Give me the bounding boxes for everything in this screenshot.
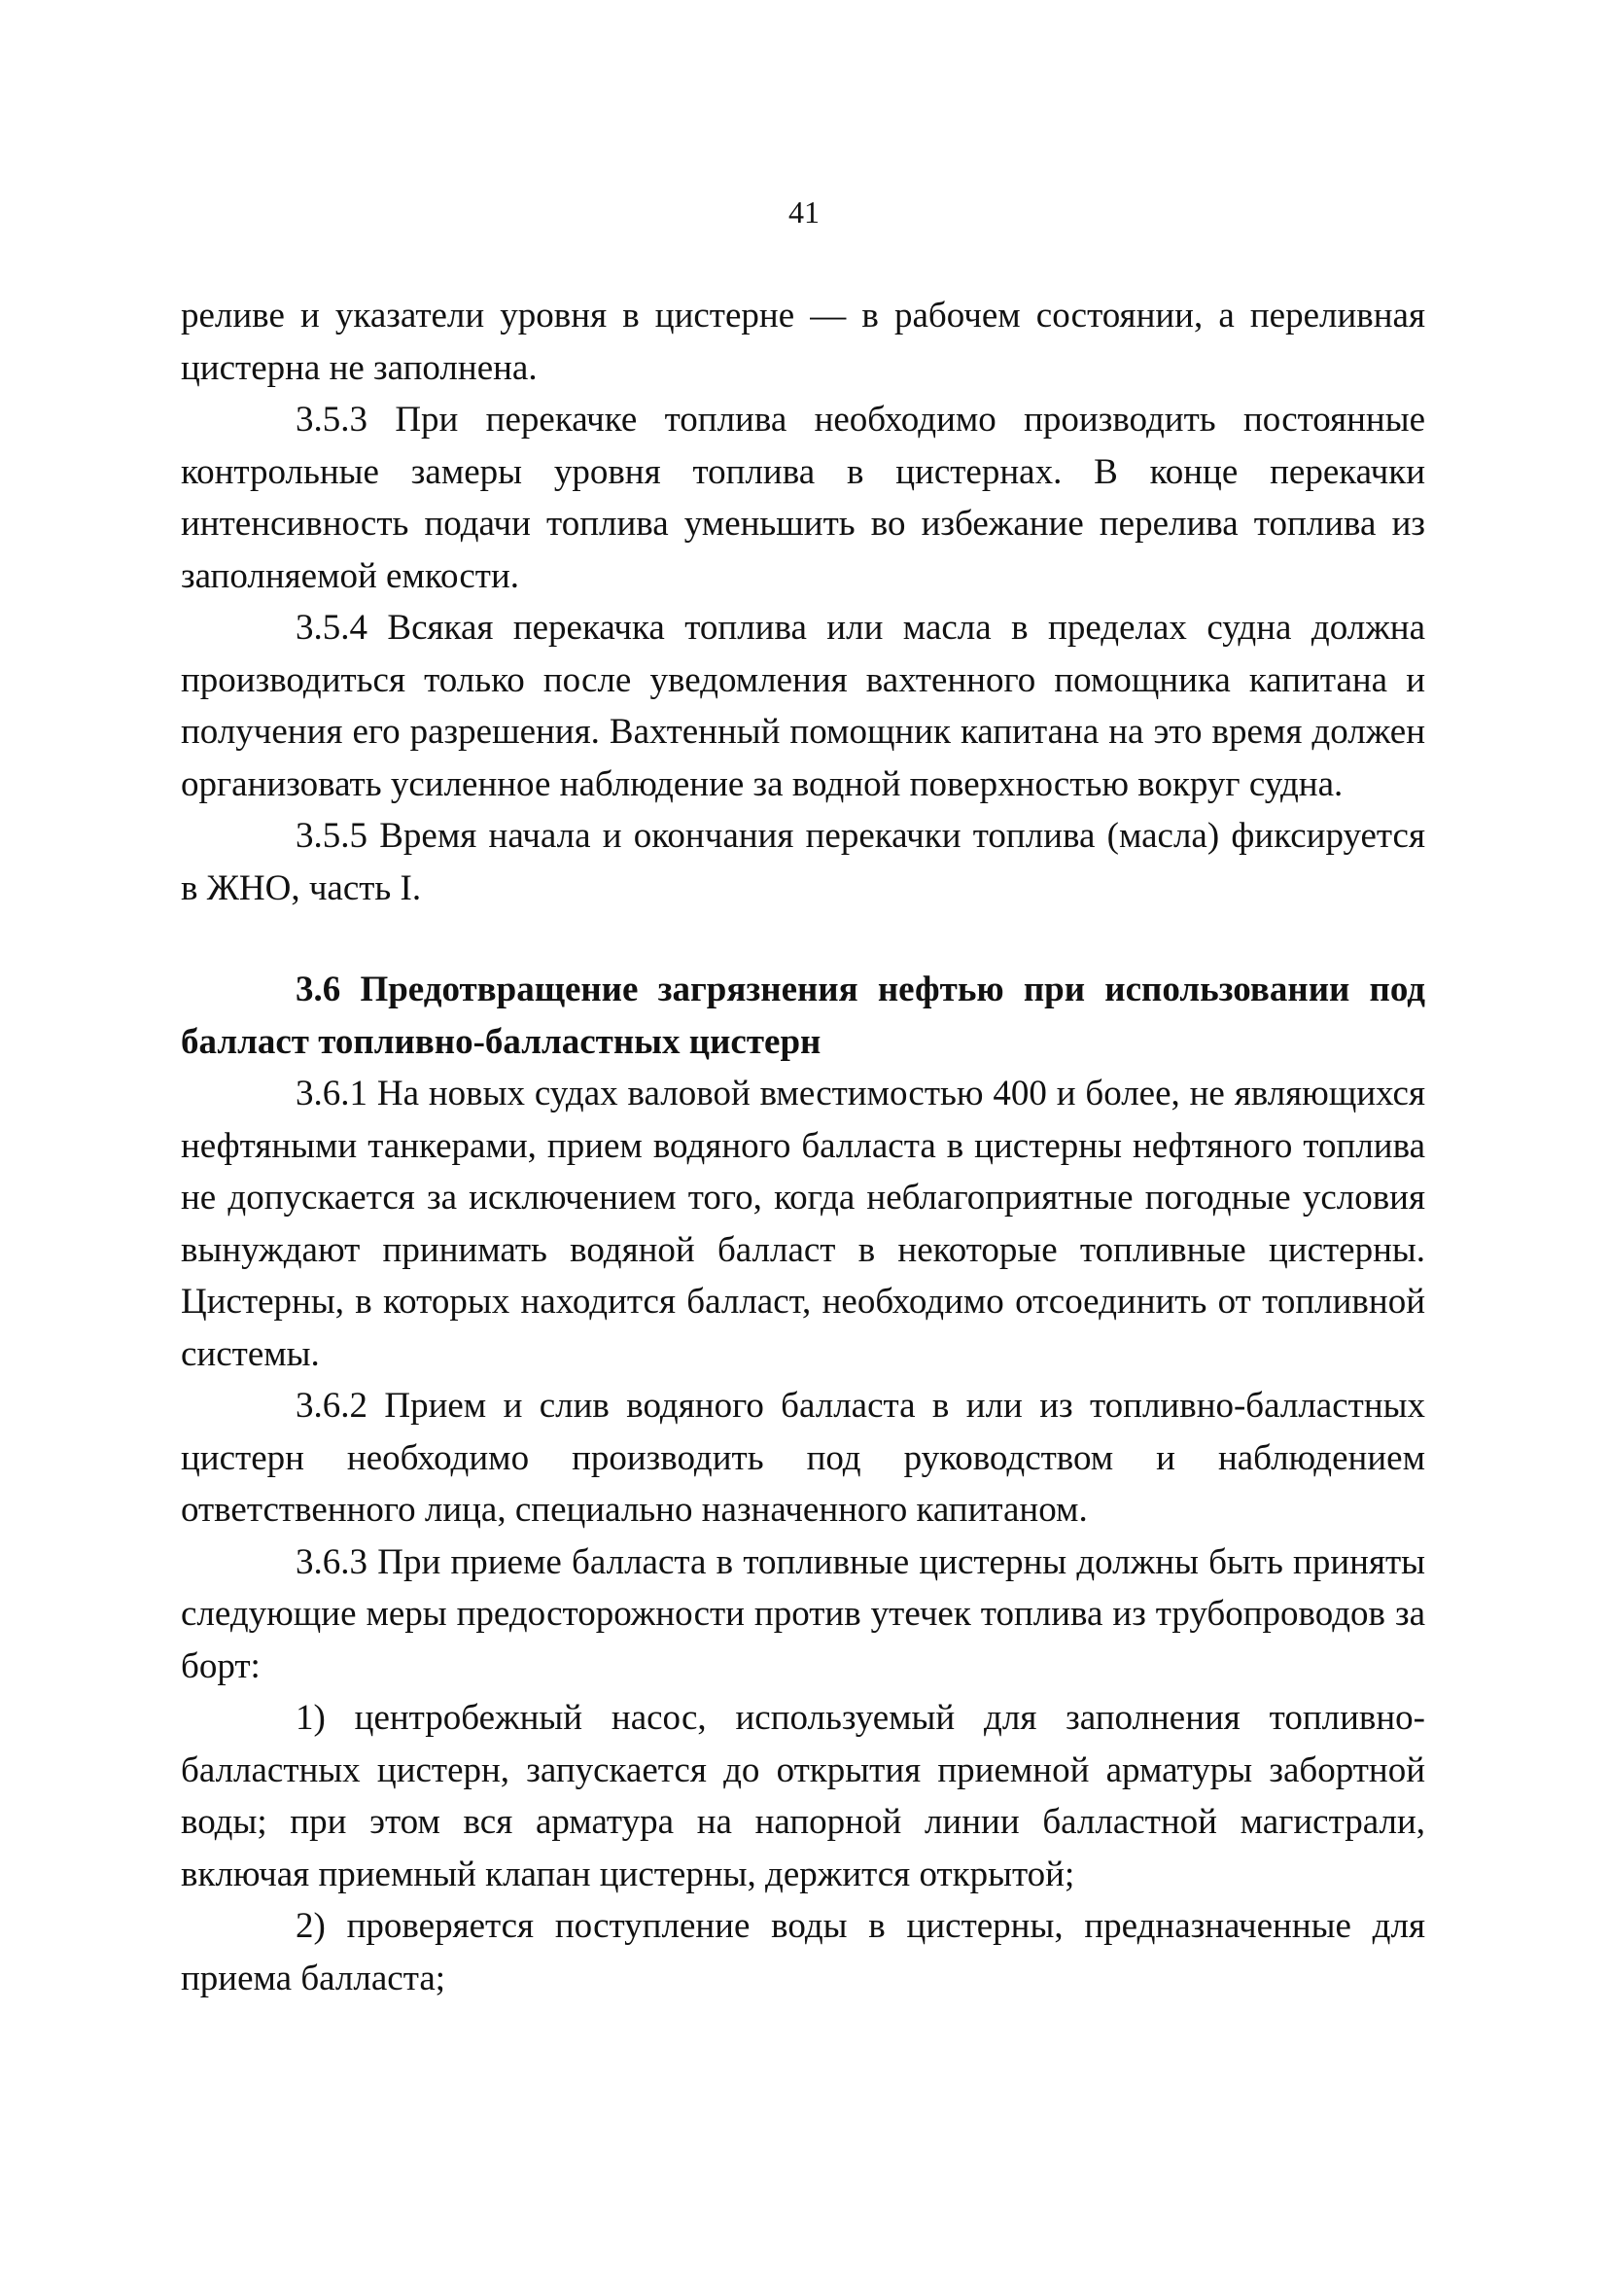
paragraph-3-6-3: 3.6.3 При приеме балласта в топливные цистерны должны быть приняты следующие меры предосторожности против утечек топлива из трубопроводов за борт: xyxy=(181,1541,1425,1686)
list-item-1: 1) центробежный насос, используемый для заполнения топливно-балластных цистерн, запускается до открытия приемной арматуры забортной воды; при этом вся арматура на напорной линии балластной магистрали, включая приемный клапан цистерны, держится открытой; xyxy=(181,1698,1425,1894)
paragraph-3-6-2: 3.6.2 Прием и слив водяного балласта в или из топливно-балластных цистерн необходимо производить под руководством и наблюдением ответственного лица, специально назначенного капитаном. xyxy=(181,1386,1425,1530)
page-body xyxy=(181,290,1425,2004)
paragraph-3-5-3: 3.5.3 При перекачке топлива необходимо производить постоянные контрольные замеры уровня топлива в цистернах. В конце перекачки интенсивность подачи топлива уменьшить во избежание перелива топлива из заполняемой емкости. xyxy=(181,400,1425,596)
paragraph-3-6-1: 3.6.1 На новых судах валовой вместимостью 400 и более, не являющихся нефтяными танкерами, прием водяного балласта в цистерны нефтяного топлива не допускается за исключением того, когда неблагоприятные погодные условия вынуждают принимать водяной балласт в некоторые топливные цистерны. Цистерны, в которых находится балласт, необходимо отсоединить от топливной системы. xyxy=(181,1074,1425,1374)
page-number: 41 xyxy=(788,194,820,230)
paragraph-3-5-5: 3.5.5 Время начала и окончания перекачки топлива (масла) фиксируется в ЖНО, часть I. xyxy=(181,816,1425,908)
paragraph-3-5-4: 3.5.4 Всякая перекачка топлива или масла в пределах судна должна производиться только после уведомления вахтенного помощника капитана и получения его разрешения. Вахтенный помощник капитана на это время должен организовать усиленное наблюдение за водной поверхностью вокруг судна. xyxy=(181,608,1425,804)
list-item-2: 2) проверяется поступление воды в цистерны, предназначенные для приема балласта; xyxy=(181,1906,1425,1998)
section-heading-3-6: 3.6 Предотвращение загрязнения нефтью при использовании под балласт топливно-балластных цистерн xyxy=(181,970,1425,1062)
continuation-paragraph: реливе и указатели уровня в цистерне — в рабочем состоянии, а переливная цистерна не заполнена. xyxy=(181,296,1425,388)
